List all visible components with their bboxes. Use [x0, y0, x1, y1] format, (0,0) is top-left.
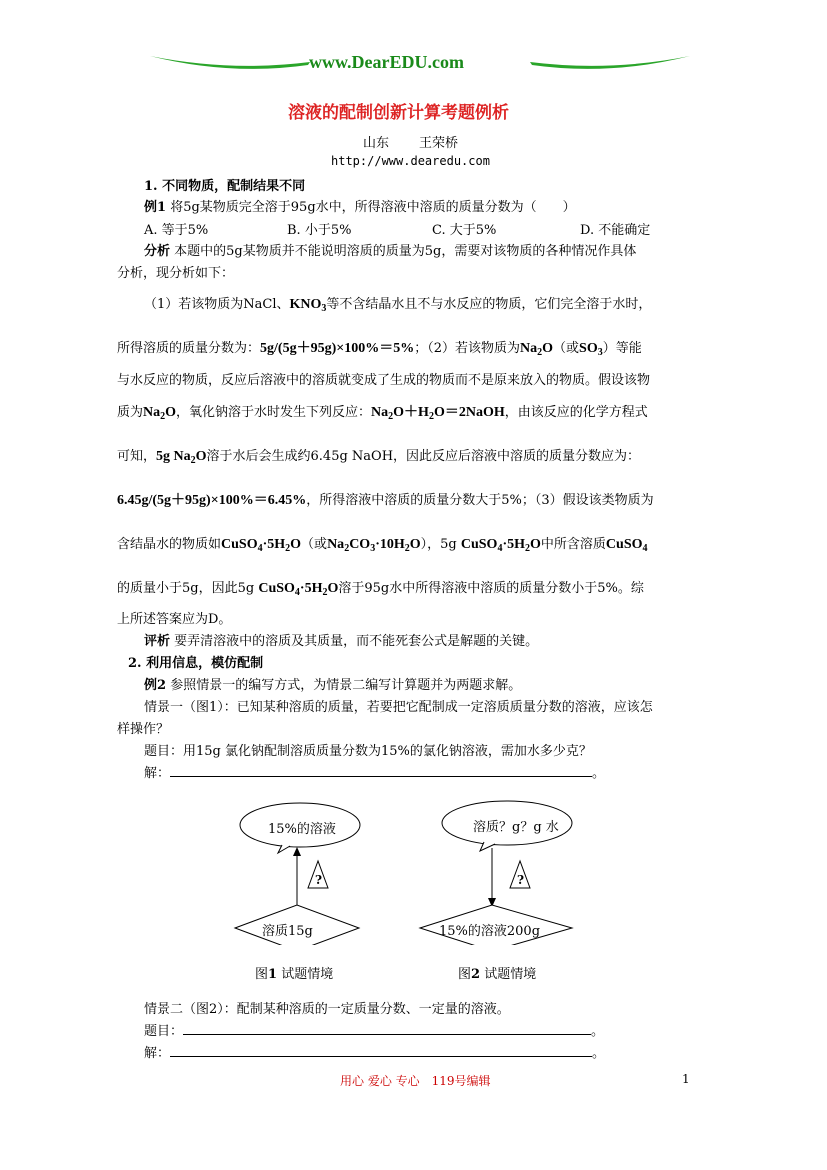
site-logo-text[interactable]: www.DearEDU.com — [309, 52, 464, 72]
para-line5: 可知，5g $Na_2O$溶于水后会生成约6.45g NaOH，因此反应后溶液中溶质的质量分数应为： — [117, 449, 641, 466]
fig1-question-mark: ? — [315, 873, 323, 887]
formula-so3: $SO_3$ — [579, 341, 603, 358]
scenario2: 情景二（图2）：配制某种溶质的一定质量分数、一定量的溶液。 — [144, 1002, 510, 1017]
para-line2: 所得溶质的质量分数为：5g/(5g＋95g)×100%＝5%；（2）若该物质为$Na_2O$（或$SO_3$）等能 — [117, 341, 642, 358]
formula-kno3: $KNO_3$ — [289, 297, 327, 314]
scenario1-line2: 样操作？ — [117, 722, 170, 737]
page-title: 溶液的配制创新计算考题例析 — [288, 103, 509, 123]
analysis-line1 — [144, 240, 636, 259]
comment-text: 要弄清溶液中的溶质及其质量，而不能死套公式是解题的关键。 — [174, 634, 539, 649]
example2-label: 例2 — [144, 678, 167, 693]
question1: 题目：用15g 氯化钠配制溶质质量分数为15%的氯化钠溶液，需加水多少克？ — [144, 744, 592, 759]
formula-645pct: 6.45g/(5g＋95g)×100%＝6.45% — [117, 493, 307, 508]
para-line3: 与水反应的物质，反应后溶液中的溶质就变成了生成的物质而不是原来放入的物质。假设该物 — [117, 373, 651, 388]
example1-text: 将5g某物质完全溶于95g水中，所得溶液中溶质的质量分数为（ ） — [170, 200, 576, 215]
fig2-caption: 图2 试题情境 — [458, 967, 537, 982]
author-region: 山东 — [363, 136, 390, 151]
option-c: C. 大于5% — [432, 223, 497, 238]
answer1-blank[interactable] — [170, 764, 592, 777]
answer1-line: 解： 。 — [144, 766, 606, 781]
para-line4: 质为$Na_2O$，氧化钠溶于水时发生下列反应：$Na_2O+H_2O=2NaOH$，由该反应的化学方程式 — [117, 405, 648, 422]
formula-na2o: $Na_2O$ — [520, 341, 554, 358]
para-line1: （1）若该物质为NaCl、$KNO_3$等不含结晶水且不与水反应的物质，它们完全溶于水时， — [144, 297, 652, 314]
page-number: 1 — [682, 1072, 690, 1086]
comment — [144, 630, 538, 649]
option-a: A. 等于5% — [144, 223, 209, 238]
scenario1-line1: 情景一（图1）：已知某种溶质的质量，若要把它配制成一定溶质质量分数的溶液，应该怎 — [144, 700, 653, 715]
answer2-line: 解： 。 — [144, 1046, 606, 1061]
option-b: B. 小于5% — [287, 223, 352, 238]
reaction-equation: $Na_2O+H_2O=2NaOH$ — [371, 405, 505, 422]
question2-line: 题目： 。 — [144, 1024, 605, 1039]
example1 — [144, 196, 576, 215]
fig1-caption: 图1 试题情境 — [255, 967, 334, 982]
example2 — [144, 674, 521, 693]
formula-5pct: 5g/(5g＋95g)×100%＝5% — [260, 341, 415, 356]
fig2-bubble-text: 溶质？g？g 水 — [473, 820, 559, 835]
analysis-text: 本题中的5g某物质并不能说明溶质的质量为5g，需要对该物质的各种情况作具体 — [174, 244, 637, 259]
fig1-diamond-text: 溶质15g — [262, 924, 313, 939]
section2-heading: 2. 利用信息，模仿配制 — [128, 656, 264, 671]
footer-slogan: 用心 爱心 专心 119号编辑 — [340, 1074, 491, 1088]
para-line6: 6.45g/(5g＋95g)×100%＝6.45%，所得溶液中溶质的质量分数大于5%；（3）假设该类物质为 — [117, 493, 654, 508]
para-line8: 的质量小于5g，因此5g $CuSO_4\cdot 5H_2O$溶于95g水中所得溶液中溶质的质量分数小于5%。综 — [117, 581, 644, 598]
example1-label: 例1 — [144, 200, 167, 215]
para-line7: 含结晶水的物质如$CuSO_4\cdot 5H_2O$（或$Na_2CO_3\cdot 10H_2O$），5g $CuSO_4\cdot 5H_2O$中所含溶质CuSO$_4$ — [117, 537, 648, 554]
analysis-label: 分析 — [144, 244, 171, 259]
source-url[interactable]: http://www.dearedu.com — [331, 154, 490, 168]
analysis-line2: 分析，现分析如下： — [117, 266, 235, 281]
fig2-question-mark: ? — [517, 873, 525, 887]
comment-label: 评析 — [144, 634, 171, 649]
question2-blank[interactable] — [183, 1022, 591, 1035]
author-name: 王荣桥 — [419, 136, 459, 151]
example2-text: 参照情景一的编写方式，为情景二编写计算题并为两题求解。 — [170, 678, 522, 693]
section1-heading: 1. 不同物质，配制结果不同 — [144, 179, 306, 194]
answer2-blank[interactable] — [170, 1044, 592, 1057]
fig1-bubble-text: 15%的溶液 — [268, 822, 336, 837]
fig2-diamond-text: 15%的溶液200g — [439, 924, 541, 939]
para-line9: 上所述答案应为D。 — [117, 612, 232, 627]
option-d: D. 不能确定 — [580, 223, 651, 238]
